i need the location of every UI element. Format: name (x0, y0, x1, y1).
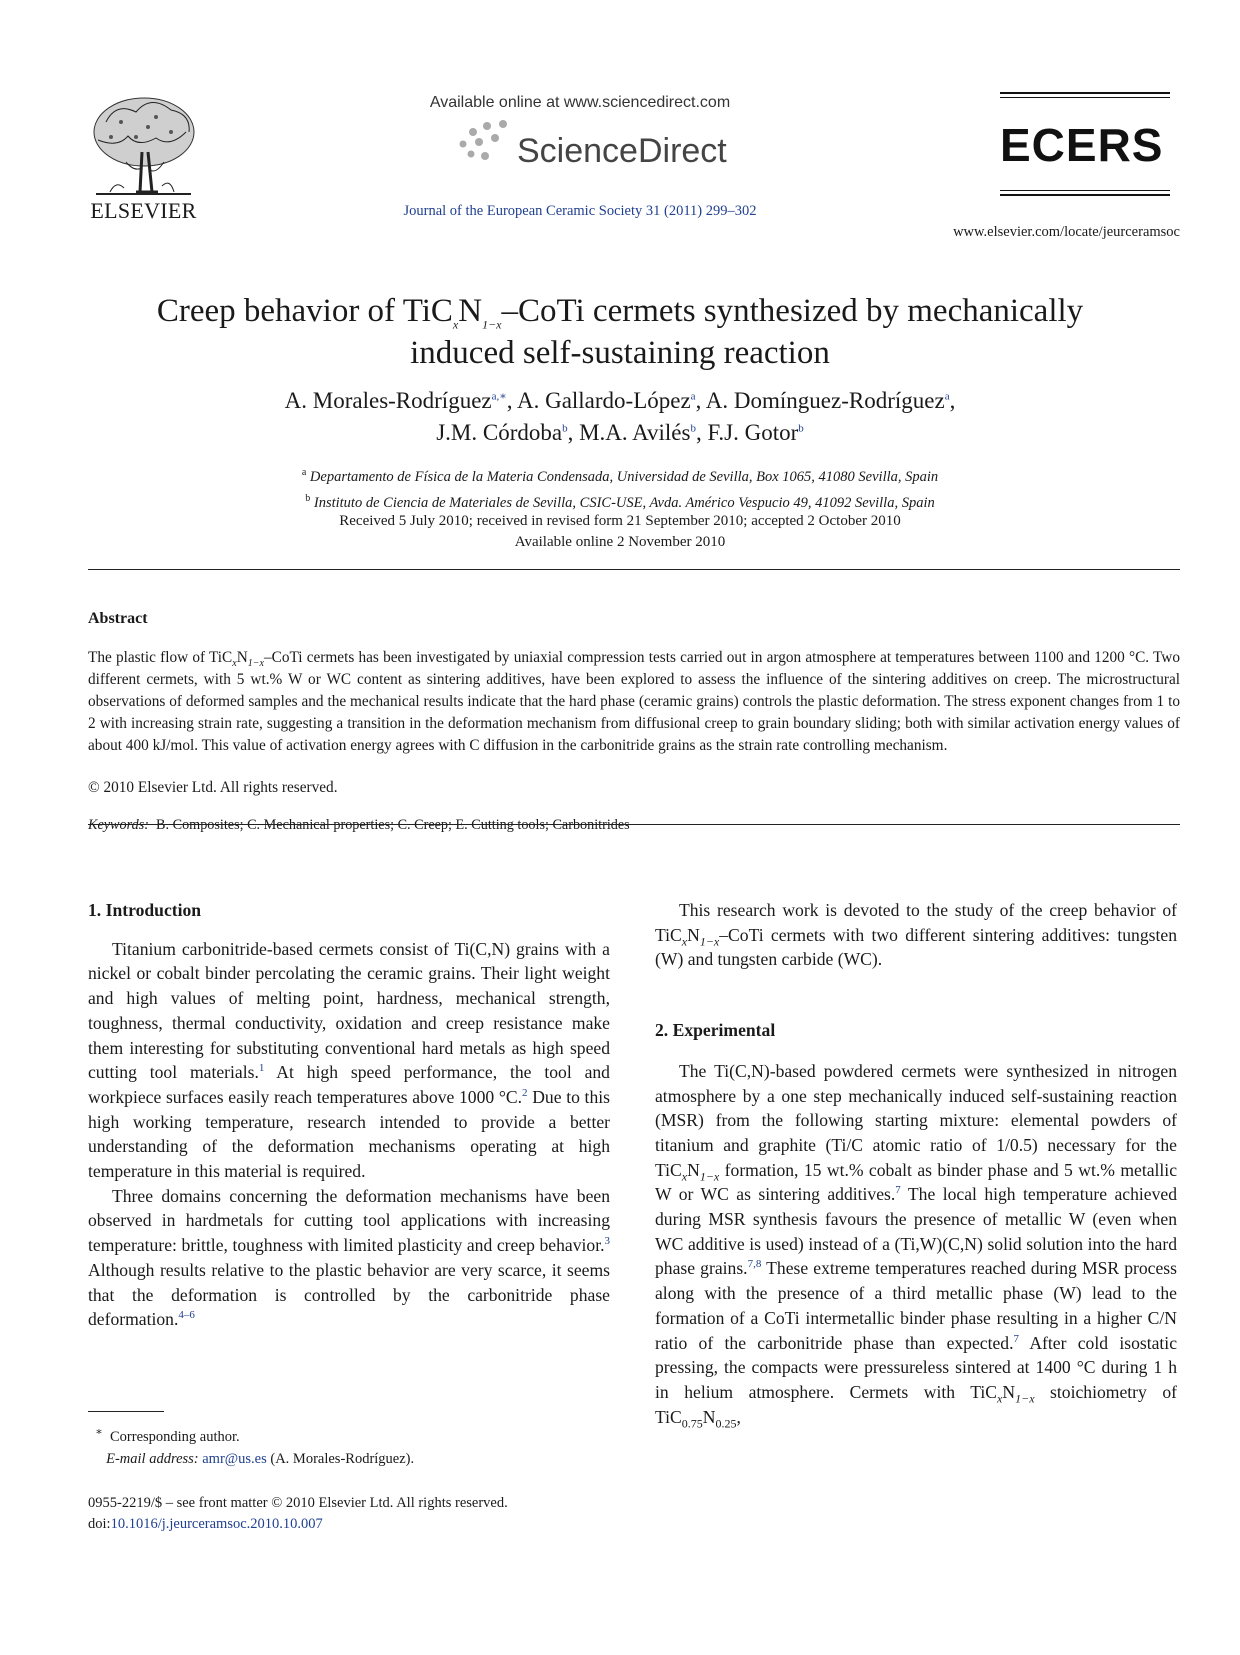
intro-paragraph-2: Three domains concerning the deformation mechanisms have been observed in hardmetals for cutting tool applications with increasing temperature: brittle, toughness with limited plasticity and creep behavior.$^3$ Although results relative to the plastic behavior are very scarce, it seems that the deformation is controlled by the carbonitride phase deformation.$^{4-6}$ (88, 1185, 610, 1330)
affiliation-a: $^a$ Departamento de Física de la Materia Condensada, Universidad de Sevilla, Box 1065, 41080 Sevilla, Spain (301, 467, 939, 485)
copyright-notice: © 2010 Elsevier Ltd. All rights reserved. (88, 779, 338, 796)
experimental-paragraph-1: The Ti(C,N)-based powdered cermets were synthesized in nitrogen atmosphere by a one step mechanically induced self-sustaining reaction (MSR) from the following starting mixture: elemental powders of titanium and graphite (Ti/C atomic ratio of 1/0.5) necessary for the $TiC_xN_{1-x}$ formation, 15 wt.% cobalt as binder phase and 5 wt.% metallic W or WC as sintering additives.$^7$ The local high temperature achieved during MSR synthesis favours the presence of metallic W (even when WC additive is used) instead of a (Ti,W)(C,N) solid solution into the hard phase grains.$^{7,8}$ These extreme temperatures reached during MSR process along with the presence of a third metallic phase (W) lead to the formation of a CoTi intermetallic binder phase resulting in a higher C/N ratio of the carbonitride phase than expected.$^7$ After cold isostatic pressing, the compacts were pressureless sintered at 1400 °C during 1 h in helium atmosphere. Cermets with $TiC_xN_{1-x}$ stoichiometry of $TiC_{0.75}N_{0.25}$, (655, 1060, 1177, 1431)
article-history (60, 511, 1180, 553)
affiliations (60, 462, 1180, 514)
author-email-link[interactable]: amr@us.es (202, 1450, 267, 1467)
section-heading-introduction: 1. Introduction (88, 900, 202, 920)
author-name: A. Morales-Rodríguez (284, 388, 492, 413)
citation-link[interactable]: 7 (1013, 1332, 1019, 1345)
elsevier-tree-logo-icon (86, 92, 201, 212)
issn-line: 0955-2219/$ – see front matter © 2010 Elsevier Ltd. All rights reserved. (88, 1495, 508, 1511)
available-online-date: Available online 2 November 2010 (514, 534, 726, 550)
affiliation-b: $^b$ Instituto de Ciencia de Materiales de Sevilla, CSIC-USE, Avda. Américo Vespucio 49, 41092 Sevilla, Spain (305, 492, 935, 511)
divider-top (88, 569, 1180, 570)
author-name: F.J. Gotor (707, 420, 799, 445)
sciencedirect-logo (455, 118, 775, 178)
journal-homepage-url[interactable]: www.elsevier.com/locate/jeurceramsoc (953, 224, 1180, 240)
left-column (88, 898, 610, 1332)
article-title: Creep behavior of $TiC_xN_{1-x}$–CoTi cermets synthesized by mechanically induced self-sustaining reaction (156, 293, 1084, 371)
citation-link[interactable]: 2 (522, 1087, 528, 1100)
author-name: M.A. Avilés (579, 420, 691, 445)
journal-citation-link[interactable]: Journal of the European Ceramic Society 31 (2011) 299–302 (403, 203, 757, 219)
citation-link[interactable]: 4–6 (178, 1309, 195, 1322)
ecers-wordmark: ECERS (1000, 119, 1164, 171)
divider-bottom (88, 824, 1180, 825)
sciencedirect-dots-icon (460, 120, 508, 160)
footnote-divider (88, 1411, 164, 1412)
abstract-text: The plastic flow of $TiC_xN_{1-x}$–CoTi cermets has been investigated by uniaxial compression tests carried out in argon atmosphere at temperatures between 1100 and 1200 °C. Two different cermets, with 5 wt.% W or WC content as sintering additives, have been explored to assess the influence of the sintering additives on creep. The microstructural observations of deformed samples and the mechanical results indicate that the hard phase (ceramic grains) controls the plastic deformation. The stress exponent changes from 1 to 2 with increasing strain rate, suggesting a transition in the deformation mechanism from diffusional creep to grain boundary sliding; both with similar activation energy values of about 400 kJ/mol. This value of activation energy agrees with C diffusion in the carbonitride grains as the strain rate controlling mechanism. (88, 649, 1180, 754)
section-heading-experimental: 2. Experimental (655, 1020, 776, 1041)
right-column (655, 898, 1177, 1429)
received-dates: Received 5 July 2010; received in revised form 21 September 2010; accepted 2 October 2010 (339, 513, 901, 529)
doi-link[interactable]: 10.1016/j.jeurceramsoc.2010.10.007 (110, 1516, 323, 1532)
corresponding-author-footnote: ∗ Corresponding author. E-mail address: amr@us.es (A. Morales-Rodríguez). (95, 1426, 415, 1467)
citation-link[interactable]: 1 (258, 1062, 265, 1075)
citation-link[interactable]: 7,8 (747, 1258, 762, 1271)
sciencedirect-wordmark: ScienceDirect (517, 132, 727, 170)
keywords: Keywords: B. Composites; C. Mechanical properties; C. Creep; E. Cutting tools; Carbonitrides (88, 817, 630, 833)
elsevier-wordmark: ELSEVIER (90, 198, 197, 223)
available-online-text: Available online at www.sciencedirect.com (429, 94, 731, 111)
intro-paragraph-1: Titanium carbonitride-based cermets consist of Ti(C,N) grains with a nickel or cobalt binder percolating the ceramic grains. Their light weight and high values of melting point, hardness, mechanical strength, toughness, thermal conductivity, oxidation and creep resistance make them interesting for substituting conventional hard metals as high speed cutting tool materials.$^1$ At high speed performance, the tool and workpiece surfaces easily reach temperatures above 1000 °C.$^2$ Due to this high working temperature, research intended to provide a better understanding of the deformation mechanisms operating at high temperature in this material is required. (88, 938, 610, 1182)
abstract-heading: Abstract (88, 610, 148, 627)
intro-paragraph-3: This research work is devoted to the study of the creep behavior of $TiC_xN_{1-x}$–CoTi cermets with two different sintering additives: tungsten (W) and tungsten carbide (WC). (655, 900, 1177, 970)
author-name: J.M. Córdoba (436, 420, 563, 445)
author-name: A. Domínguez-Rodríguez (705, 388, 945, 413)
citation-link[interactable]: 3 (604, 1235, 610, 1248)
author-name: A. Gallardo-López (516, 388, 691, 413)
author-list: A. Morales-Rodríguez$^{a,∗}$, A. Gallardo-López$^a$, A. Domínguez-Rodríguez$^a$, J.M. Córdoba$^b$, M.A. Avilés$^b$, F.J. Gotor$^b$ (284, 388, 956, 445)
ecers-logo (1000, 92, 1180, 202)
front-matter-info: 0955-2219/$ – see front matter © 2010 Elsevier Ltd. All rights reserved. doi:10.1016/j.jeurceramsoc.2010.10.007 (88, 1495, 508, 1532)
citation-link[interactable]: 7 (895, 1184, 901, 1197)
